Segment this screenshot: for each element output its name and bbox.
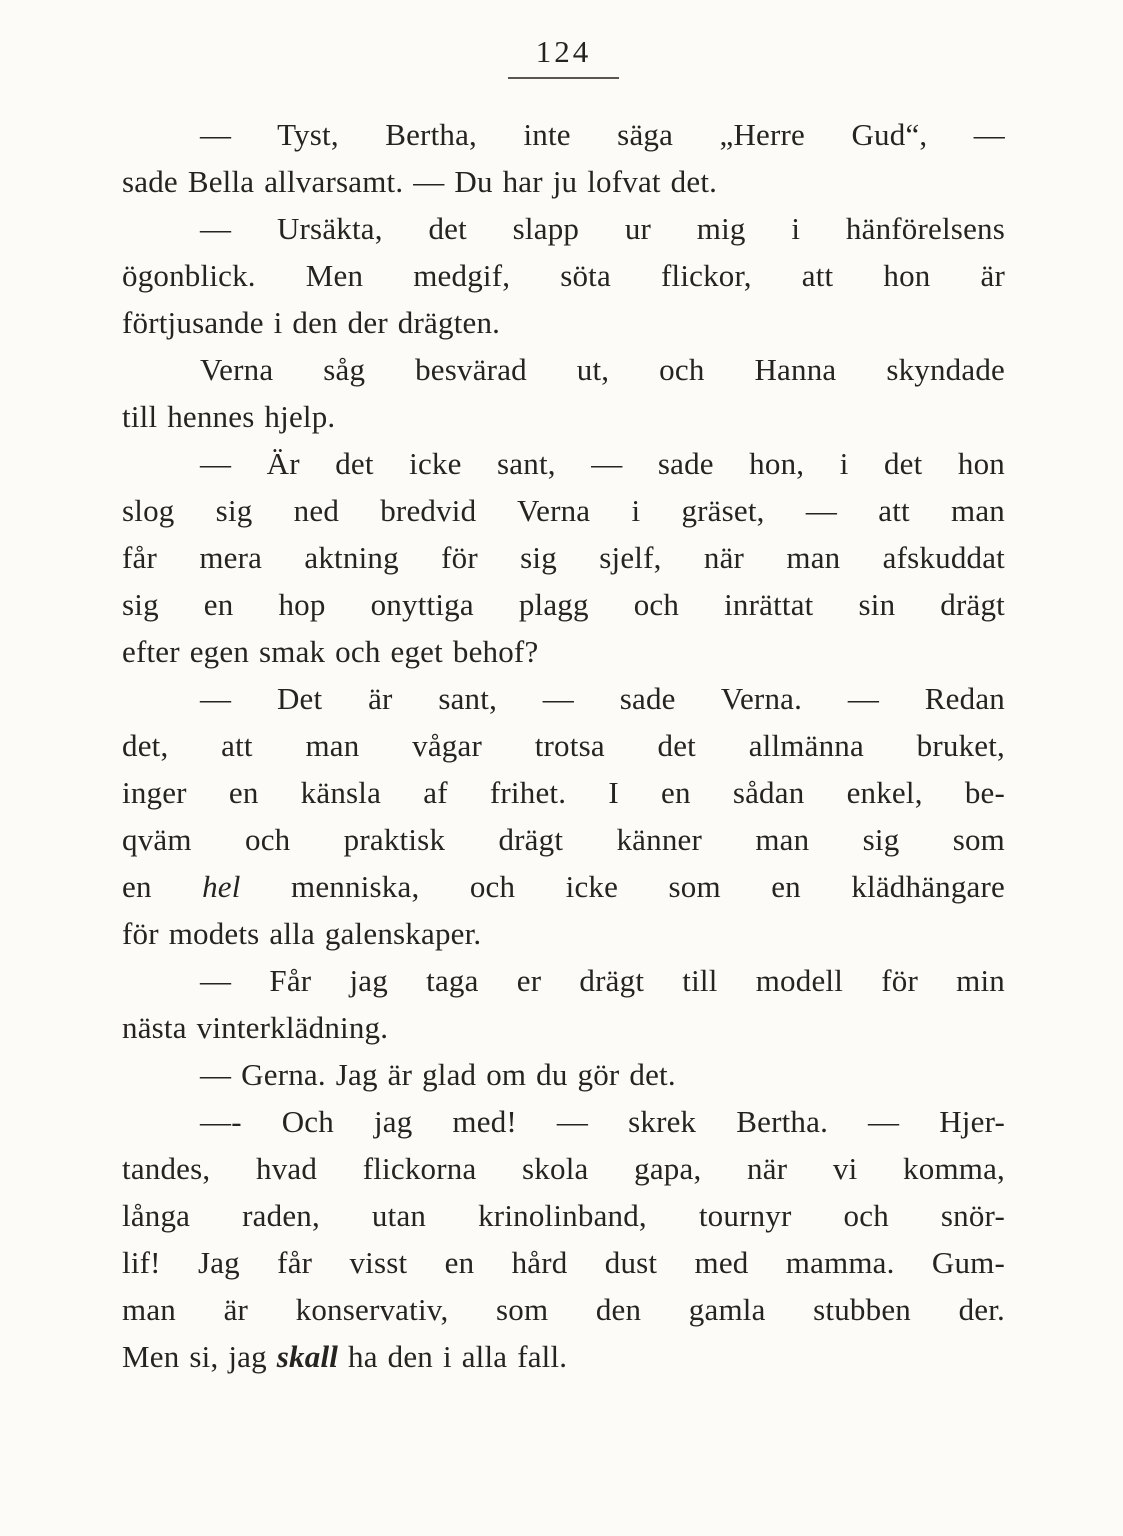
text-line [122,628,1005,675]
text-line [122,1333,1005,1380]
text-line [122,1098,1005,1145]
text-line [122,1145,1005,1192]
text-line [122,252,1005,299]
text-line [122,487,1005,534]
text-segment: — Får jag taga er drägt till modell för min [200,963,1005,998]
text-line [122,346,1005,393]
text-line [122,1286,1005,1333]
text-line [122,769,1005,816]
text-segment: — Gerna. Jag är glad om du gör det. [200,1057,676,1092]
text-segment: tandes, hvad flickorna skola gapa, när vi komma, [122,1151,1005,1186]
text-segment: ögonblick. Men medgif, söta flickor, att hon är [122,258,1005,293]
text-line [122,1239,1005,1286]
text-segment: — Tyst, Bertha, inte säga „Herre Gud“, — [200,117,1005,152]
text-segment: menniska, och icke som en klädhängare [240,869,1005,904]
text-segment: slog sig ned bredvid Verna i gräset, — att man [122,493,1005,528]
text-segment: ha den i alla fall. [338,1339,568,1374]
italic-word: hel [202,869,241,904]
text-line [122,722,1005,769]
paragraph [122,1098,1005,1380]
text-segment: Men si, jag [122,1339,277,1374]
paragraph [122,957,1005,1051]
paragraph [122,675,1005,957]
text-segment: qväm och praktisk drägt känner man sig som [122,822,1005,857]
text-segment: förtjusande i den der drägten. [122,305,501,340]
text-line [122,581,1005,628]
text-line [122,1192,1005,1239]
text-line [122,205,1005,252]
text-line [122,1004,1005,1051]
text-line [122,910,1005,957]
text-line [122,957,1005,1004]
paragraph [122,111,1005,205]
page-number: 124 [508,34,620,79]
italic-word: skall [276,1339,339,1374]
text-line [122,863,1005,910]
text-segment: långa raden, utan krinolinband, tournyr och snör- [122,1198,1005,1233]
text-segment: en [122,869,203,904]
text-segment: lif! Jag får visst en hård dust med mamma. Gum- [122,1245,1005,1280]
text-line [122,299,1005,346]
text-line [122,158,1005,205]
paragraph [122,346,1005,440]
text-segment: får mera aktning för sig sjelf, när man afskuddat [122,540,1005,575]
text-segment: — Är det icke sant, — sade hon, i det hon [200,446,1005,481]
text-segment: nästa vinterklädning. [122,1010,389,1045]
text-line [122,816,1005,863]
text-segment: sig en hop onyttiga plagg och inrättat sin drägt [122,587,1005,622]
text-segment: sade Bella allvarsamt. — Du har ju lofvat det. [122,164,718,199]
paragraph [122,1051,1005,1098]
page-text [122,111,1005,1380]
paragraph [122,205,1005,346]
text-segment: man är konservativ, som den gamla stubben der. [122,1292,1005,1327]
page-header [122,34,1005,79]
text-segment: till hennes hjelp. [122,399,336,434]
text-segment: — Ursäkta, det slapp ur mig i hänförelsens [200,211,1005,246]
text-line [122,1051,1005,1098]
text-segment: Verna såg besvärad ut, och Hanna skyndade [200,352,1005,387]
text-segment: —- Och jag med! — skrek Bertha. — Hjer- [200,1104,1005,1139]
text-segment: — Det är sant, — sade Verna. — Redan [200,681,1005,716]
text-line [122,675,1005,722]
paragraph [122,440,1005,675]
text-line [122,393,1005,440]
text-line [122,111,1005,158]
text-segment: inger en känsla af frihet. I en sådan enkel, be- [122,775,1005,810]
text-line [122,440,1005,487]
text-segment: efter egen smak och eget behof? [122,634,539,669]
text-line [122,534,1005,581]
text-segment: det, att man vågar trotsa det allmänna bruket, [122,728,1005,763]
text-segment: för modets alla galenskaper. [122,916,482,951]
